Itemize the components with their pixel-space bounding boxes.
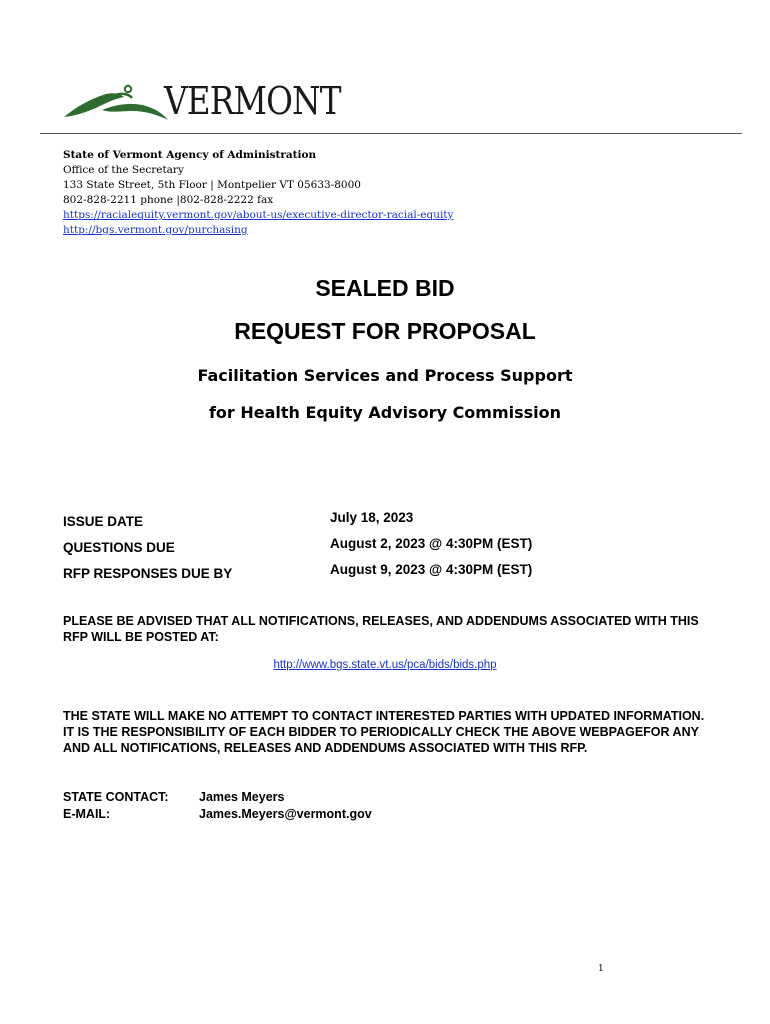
agency-address: 133 State Street, 5th Floor | Montpelier VT 05633-8000 xyxy=(63,179,361,191)
date-label: QUESTIONS DUE xyxy=(63,540,175,555)
posting-notice: PLEASE BE ADVISED THAT ALL NOTIFICATIONS, RELEASES, AND ADDENDUMS ASSOCIATED WITH THIS RFP WILL BE POSTED AT: xyxy=(63,614,699,644)
mountain-logo-icon xyxy=(62,80,172,124)
page-number: 1 xyxy=(598,964,604,974)
email-label: E-MAIL: xyxy=(63,807,111,821)
contact-name: James Meyers xyxy=(199,790,285,804)
date-label: ISSUE DATE xyxy=(63,514,144,529)
vermont-logo xyxy=(62,80,342,124)
sealed-bid-title: SEALED BID xyxy=(315,275,455,301)
date-value: July 18, 2023 xyxy=(330,510,414,525)
vermont-logo-text: VERMONT xyxy=(164,79,341,123)
bids-posting-link[interactable]: http://www.bgs.state.vt.us/pca/bids/bids.php xyxy=(273,659,497,671)
rfp-title: REQUEST FOR PROPOSAL xyxy=(234,318,536,344)
agency-name: State of Vermont Agency of Administration xyxy=(63,149,317,161)
agency-phone-fax: 802-828-2211 phone |802-828-2222 fax xyxy=(63,194,274,206)
contact-email[interactable]: James.Meyers@vermont.gov xyxy=(199,807,372,821)
date-label: RFP RESPONSES DUE BY xyxy=(63,566,233,581)
agency-office: Office of the Secretary xyxy=(63,164,184,176)
rfp-subject-line-2: for Health Equity Advisory Commission xyxy=(208,403,562,422)
agency-block xyxy=(63,148,453,238)
date-value: August 9, 2023 @ 4:30PM (EST) xyxy=(330,562,533,577)
racial-equity-link[interactable]: https://racialequity.vermont.gov/about-us/executive-director-racial-equity xyxy=(63,209,454,221)
header-divider xyxy=(40,133,742,134)
date-value: August 2, 2023 @ 4:30PM (EST) xyxy=(330,536,533,551)
responsibility-notice: THE STATE WILL MAKE NO ATTEMPT TO CONTACT INTERESTED PARTIES WITH UPDATED INFORMATION. IT IS THE RESPONSIBILITY OF EACH BIDDER TO PERIODICALLY CHECK THE ABOVE WEBPAGEFOR ANY AND ALL NOTIFICATIONS, RELEASES AND ADDENDUMS ASSOCIATED WITH THIS RFP. xyxy=(63,709,705,755)
rfp-subject-line-1: Facilitation Services and Process Support xyxy=(197,366,573,385)
contact-label: STATE CONTACT: xyxy=(63,790,169,804)
purchasing-link[interactable]: http://bgs.vermont.gov/purchasing xyxy=(63,224,248,236)
